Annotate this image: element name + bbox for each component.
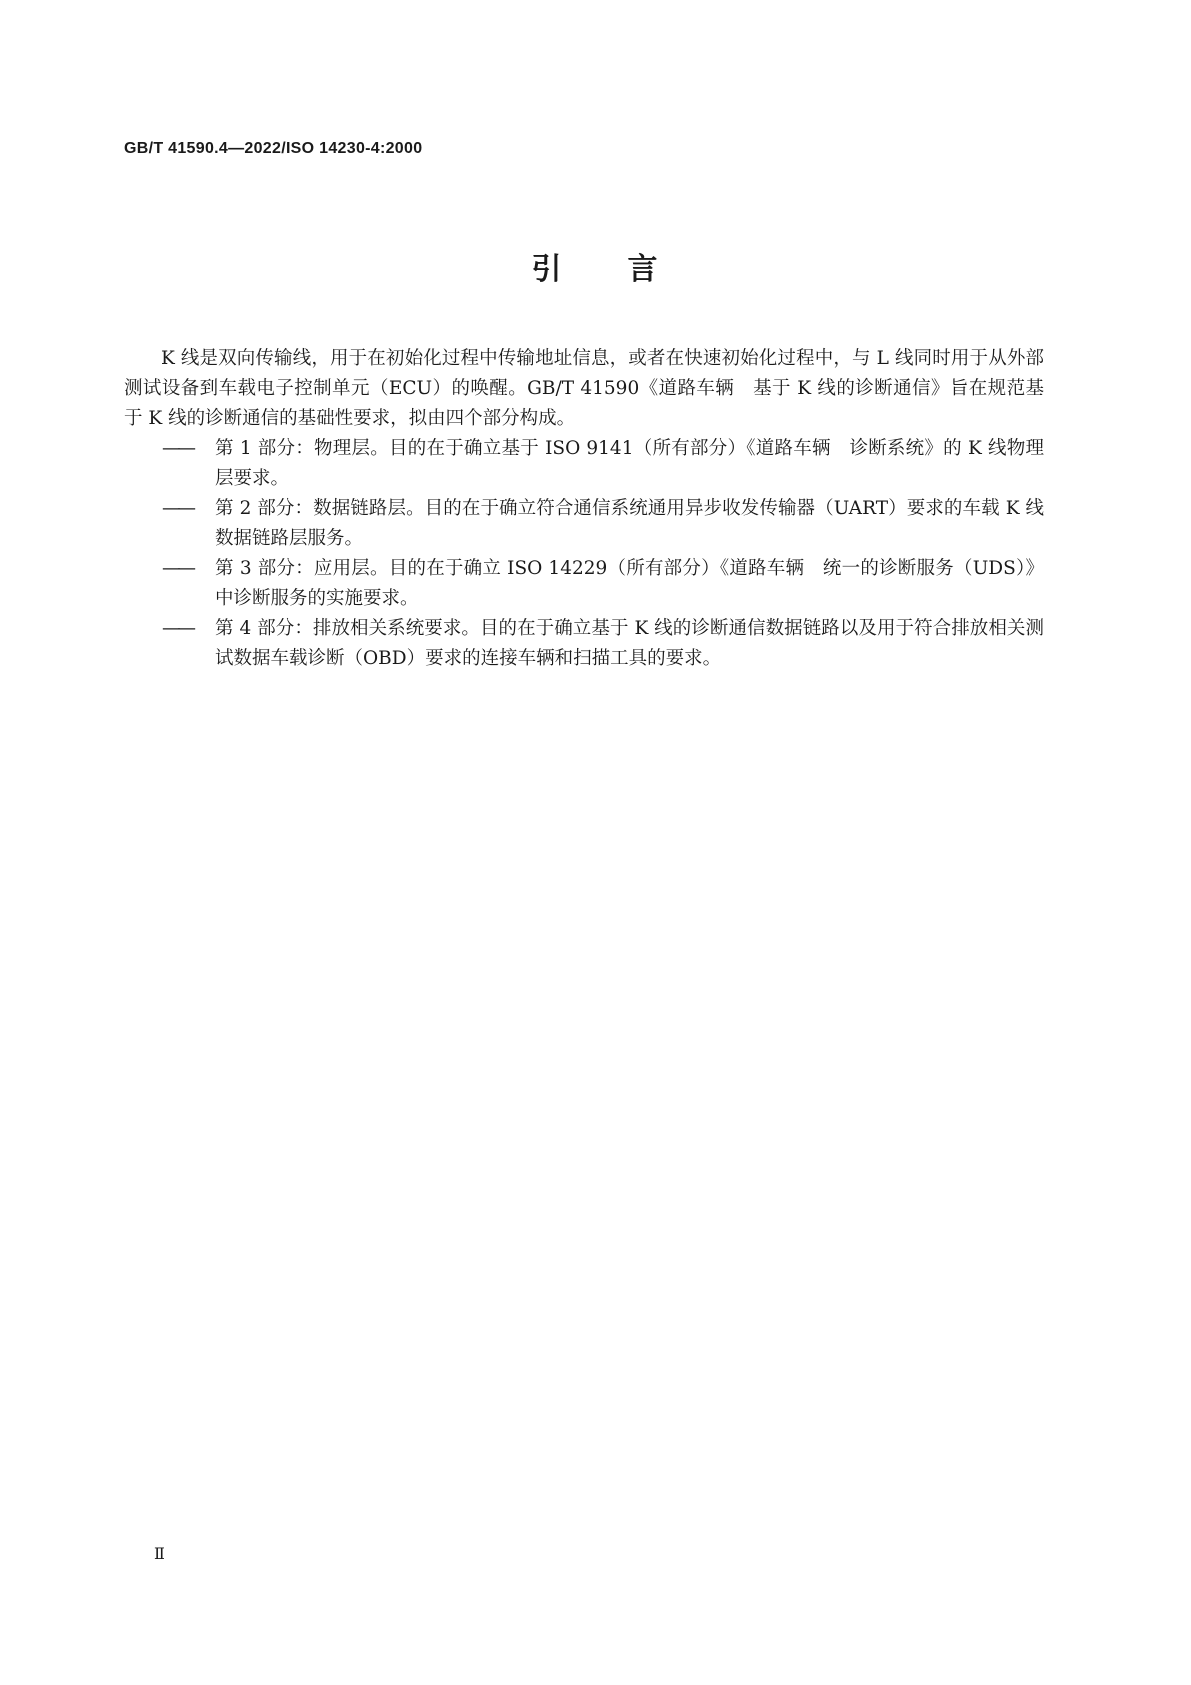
list-item-text: 第 2 部分：数据链路层。目的在于确立符合通信系统通用异步收发传输器（UART）要求的车载 K 线数据链路层服务。 <box>215 498 1044 549</box>
page-title: 引 言 <box>531 252 660 287</box>
list-dash: —— <box>162 558 193 579</box>
list-item-part-2 <box>124 494 1044 554</box>
introduction-body <box>124 344 1044 674</box>
list-item-part-3 <box>124 554 1044 614</box>
parts-list <box>124 434 1044 674</box>
intro-paragraph: K 线是双向传输线，用于在初始化过程中传输地址信息，或者在快速初始化过程中，与 L 线同时用于从外部测试设备到车载电子控制单元（ECU）的唤醒。GB/T 41590《道路车辆 基于 K 线的诊断通信》旨在规范基于 K 线的诊断通信的基础性要求，拟由四个部分构成。 <box>124 348 1044 429</box>
list-item-text: 第 4 部分：排放相关系统要求。目的在于确立基于 K 线的诊断通信数据链路以及用于符合排放相关测试数据车载诊断（OBD）要求的连接车辆和扫描工具的要求。 <box>215 618 1044 669</box>
list-item-text: 第 3 部分：应用层。目的在于确立 ISO 14229（所有部分）《道路车辆 统一的诊断服务（UDS）》中诊断服务的实施要求。 <box>215 558 1044 609</box>
list-item-text: 第 1 部分：物理层。目的在于确立基于 ISO 9141（所有部分）《道路车辆 诊断系统》的 K 线物理层要求。 <box>215 438 1044 489</box>
list-dash: —— <box>162 618 193 639</box>
standard-number-header: GB/T 41590.4—2022/ISO 14230-4:2000 <box>124 140 423 157</box>
list-item-part-1 <box>124 434 1044 494</box>
list-dash: —— <box>162 438 193 459</box>
list-dash: —— <box>162 498 193 519</box>
list-item-part-4 <box>124 614 1044 674</box>
page-number: Ⅱ <box>154 1544 165 1563</box>
